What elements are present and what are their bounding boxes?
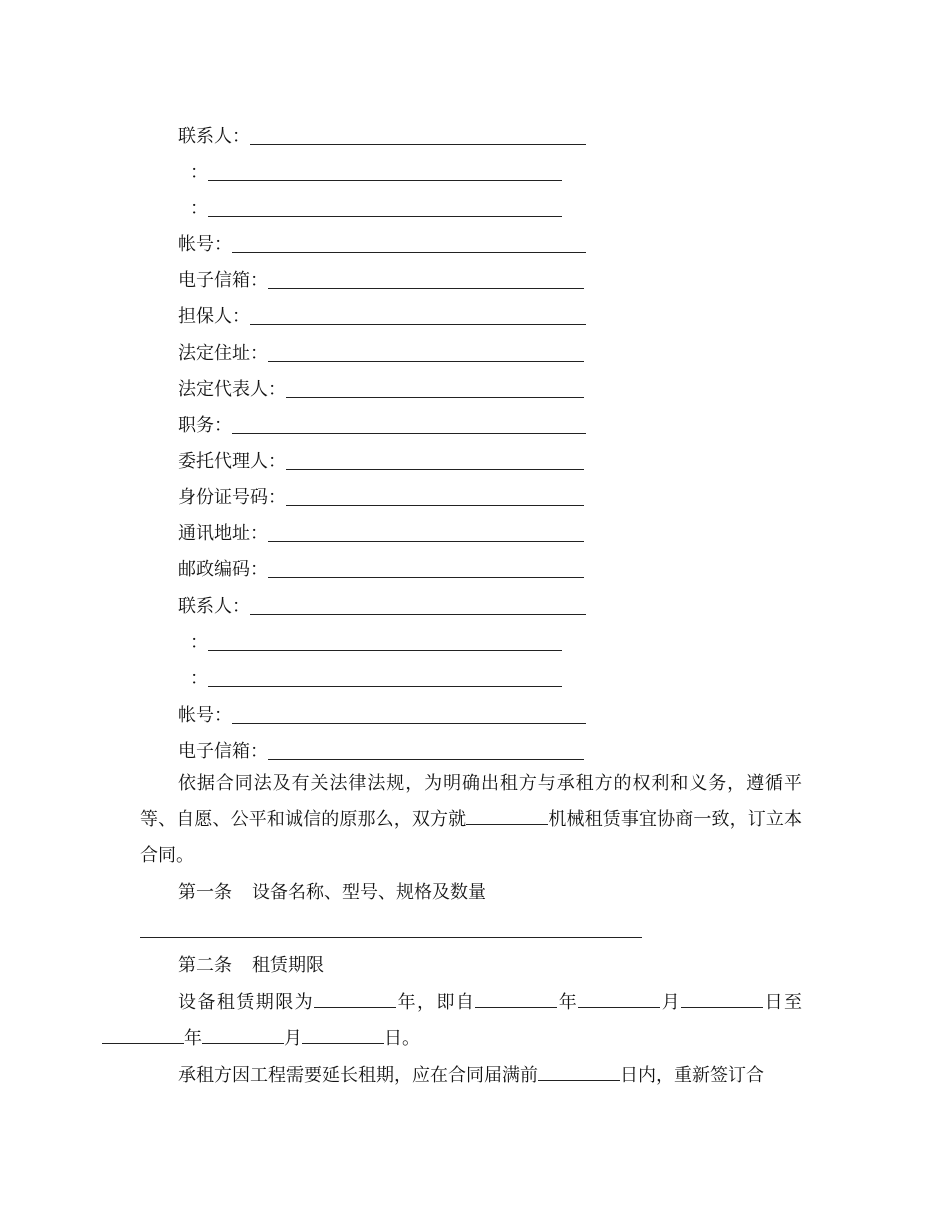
- term-text: 年，即自: [396, 992, 476, 1013]
- field-postal-code: [178, 545, 584, 581]
- field-contact-1: [178, 112, 586, 148]
- field-label: 帐号：: [178, 234, 232, 255]
- field-account-2: [178, 691, 586, 727]
- field-blank[interactable]: [232, 722, 586, 724]
- field-email-2: [178, 727, 584, 763]
- field-legal-representative: [178, 365, 584, 401]
- field-position: [178, 401, 586, 437]
- extend-blank[interactable]: [538, 1063, 620, 1081]
- field-blank[interactable]: [268, 287, 584, 289]
- term-text: 年: [557, 992, 579, 1013]
- field-guarantor: [178, 292, 586, 328]
- field-blank[interactable]: [268, 576, 584, 578]
- field-blank[interactable]: [232, 432, 586, 434]
- term-blank[interactable]: [681, 990, 763, 1008]
- field-blank[interactable]: [268, 360, 584, 362]
- field-blank[interactable]: [250, 613, 586, 615]
- field-blank[interactable]: [268, 540, 584, 542]
- article-1-number: 第一条: [178, 882, 232, 903]
- field-blank[interactable]: [286, 504, 584, 506]
- field-blank[interactable]: [250, 323, 586, 325]
- field-label: ：: [190, 162, 208, 183]
- article-1-title: 设备名称、型号、规格及数量: [252, 882, 486, 903]
- field-label: ：: [190, 632, 208, 653]
- field-label: 委托代理人：: [178, 451, 286, 472]
- term-blank[interactable]: [578, 990, 660, 1008]
- term-blank[interactable]: [302, 1026, 384, 1044]
- field-blank[interactable]: [208, 215, 562, 217]
- field-mailing-address: [178, 509, 584, 545]
- term-text: 日。: [384, 1028, 420, 1049]
- intro-text-1: 依据合同法及有关法律法规，为明确出租方与承租方的权利和义务，遵循平等、自愿、公平和诚信的原那么，双方就: [140, 773, 802, 830]
- term-blank[interactable]: [102, 1026, 184, 1044]
- field-email-1: [178, 256, 584, 292]
- field-blank[interactable]: [268, 758, 584, 760]
- term-text: 日至: [763, 992, 803, 1013]
- intro-text-2: 机械租赁事宜协商一致，订立本合同。: [140, 809, 802, 866]
- field-unnamed-4: [190, 654, 562, 690]
- term-text: 月: [284, 1028, 302, 1049]
- field-unnamed-3: [190, 618, 562, 654]
- field-label: 联系人：: [178, 596, 250, 617]
- field-label: 帐号：: [178, 705, 232, 726]
- field-label: 法定住址：: [178, 343, 268, 364]
- field-unnamed-1: [190, 148, 562, 184]
- field-label: 身份证号码：: [178, 487, 286, 508]
- term-blank[interactable]: [475, 990, 557, 1008]
- field-id-number: [178, 473, 584, 509]
- field-label: 邮政编码：: [178, 559, 268, 580]
- field-blank[interactable]: [208, 649, 562, 651]
- field-label: 法定代表人：: [178, 379, 286, 400]
- term-text: 设备租赁期限为: [178, 992, 315, 1013]
- field-blank[interactable]: [208, 179, 562, 181]
- field-legal-address: [178, 329, 584, 365]
- field-contact-2: [178, 582, 586, 618]
- article-2-heading: [178, 948, 324, 984]
- intro-paragraph: [140, 766, 802, 874]
- field-label: 通讯地址：: [178, 523, 268, 544]
- term-blank[interactable]: [314, 990, 396, 1008]
- field-label: ：: [190, 198, 208, 219]
- term-text: 年: [184, 1028, 202, 1049]
- article-2-number: 第二条: [178, 955, 232, 976]
- field-account-1: [178, 220, 586, 256]
- field-blank[interactable]: [286, 468, 584, 470]
- extend-text: 承租方因工程需要延长租期，应在合同届满前: [178, 1065, 538, 1086]
- field-blank[interactable]: [232, 251, 586, 253]
- field-unnamed-2: [190, 184, 562, 220]
- field-label: 担保人：: [178, 306, 250, 327]
- field-label: ：: [190, 668, 208, 689]
- field-blank[interactable]: [286, 396, 584, 398]
- article-2-title: 租赁期限: [252, 955, 324, 976]
- term-text: 月: [660, 992, 682, 1013]
- field-label: 联系人：: [178, 126, 250, 147]
- field-agent: [178, 437, 584, 473]
- field-blank[interactable]: [250, 143, 586, 145]
- article-1-heading: [178, 875, 486, 911]
- extend-text: 日内，重新签订合: [620, 1065, 764, 1086]
- field-label: 职务：: [178, 415, 232, 436]
- term-blank[interactable]: [202, 1026, 284, 1044]
- field-blank[interactable]: [208, 685, 562, 687]
- article-1-blank-line[interactable]: [140, 937, 642, 938]
- intro-blank[interactable]: [466, 807, 548, 825]
- extension-paragraph: [140, 1058, 802, 1094]
- field-label: 电子信箱：: [178, 741, 268, 762]
- field-label: 电子信箱：: [178, 270, 268, 291]
- lease-term-paragraph: [140, 985, 802, 1057]
